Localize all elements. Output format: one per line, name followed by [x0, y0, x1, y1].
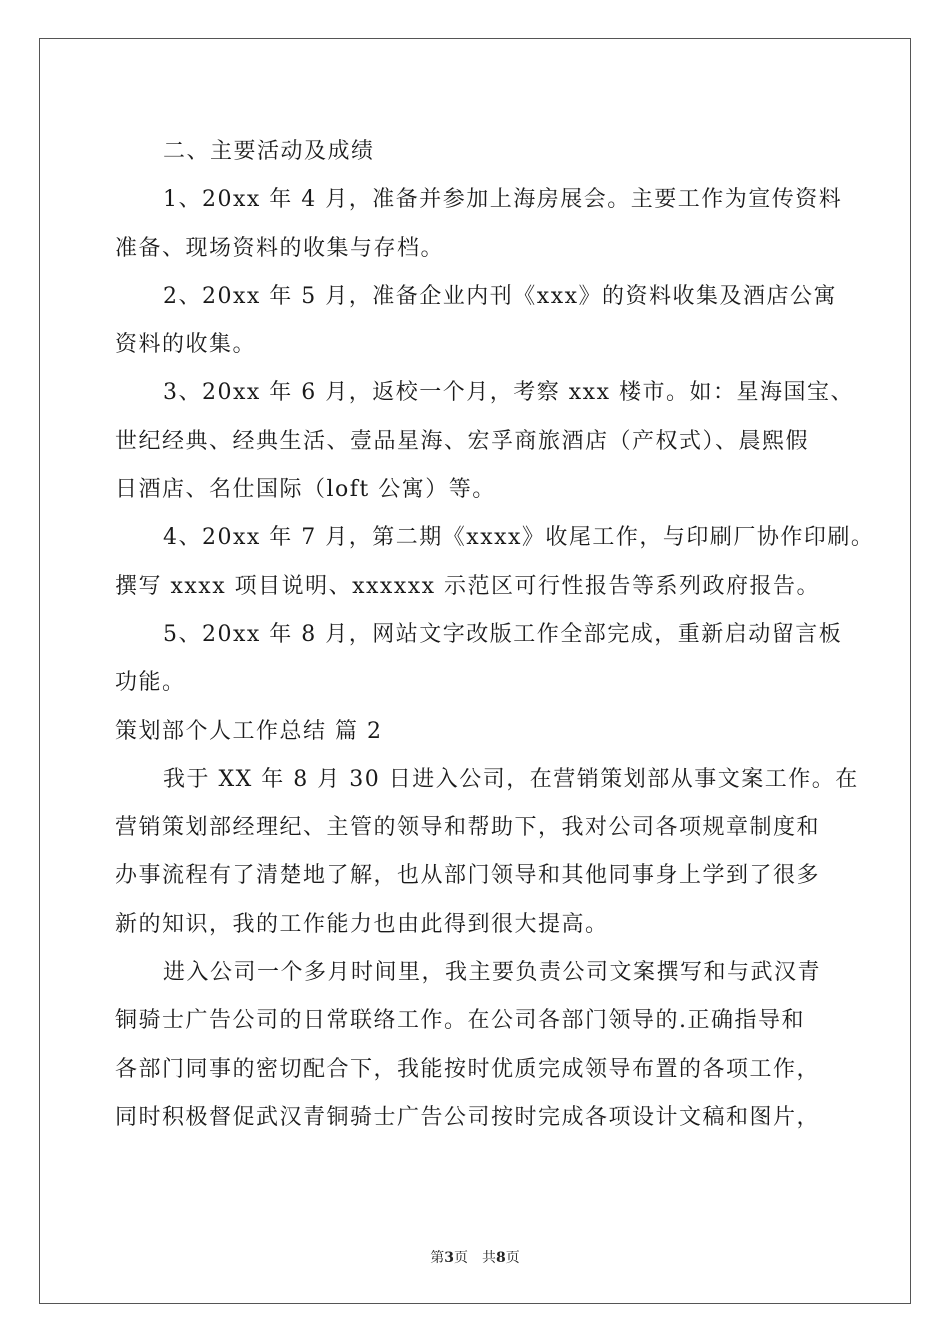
page-footer [0, 1247, 950, 1267]
text-line: 策划部个人工作总结 篇 2 [115, 718, 383, 744]
paragraph-item-4 [115, 514, 875, 611]
text-line: 世纪经典、经典生活、壹品星海、宏孚商旅酒店（产权式）、晨熙假 [115, 428, 810, 454]
section-heading-main-activities [115, 128, 840, 176]
paragraph-item-2 [115, 273, 840, 370]
paragraph-responsibilities [115, 949, 840, 1142]
paragraph-joining-company [115, 756, 859, 949]
text-line: 新的知识，我的工作能力也由此得到很大提高。 [115, 911, 609, 937]
text-line: 营销策划部经理纪、主管的领导和帮助下，我对公司各项规章制度和 [115, 815, 821, 841]
text-line: 3、20xx 年 6 月，返校一个月，考察 xxx 楼市。如：星海国宝、 [163, 380, 854, 406]
text-line: 日酒店、名仕国际（loft 公寓）等。 [115, 477, 496, 503]
text-line: 准备、现场资料的收集与存档。 [115, 235, 445, 261]
text-line: 同时积极督促武汉青铜骑士广告公司按时完成各项设计文稿和图片， [115, 1104, 821, 1130]
text-line: 功能。 [115, 670, 186, 696]
paragraph-item-5 [115, 611, 843, 708]
text-line: 各部门同事的密切配合下，我能按时优质完成领导布置的各项工作， [115, 1056, 821, 1082]
paragraph-item-3 [115, 369, 854, 514]
paragraph-item-1 [115, 176, 843, 273]
text-line: 资料的收集。 [115, 332, 257, 358]
text-line: 5、20xx 年 8 月，网站文字改版工作全部完成，重新启动留言板 [163, 621, 843, 647]
text-line: 4、20xx 年 7 月，第二期《xxxx》收尾工作，与印刷厂协作印刷。 [163, 525, 875, 551]
text-line: 进入公司一个多月时间里，我主要负责公司文案撰写和与武汉青 [163, 960, 822, 986]
footer-page-total: 8 [496, 1250, 506, 1266]
text-line: 2、20xx 年 5 月，准备企业内刊《xxx》的资料收集及酒店公寓 [163, 283, 838, 309]
section-title-part-2 [115, 708, 840, 756]
footer-page-suffix: 页 [505, 1250, 520, 1266]
text-line: 撰写 xxxx 项目说明、xxxxxx 示范区可行性报告等系列政府报告。 [115, 573, 821, 599]
footer-page-mid: 页 共 [454, 1250, 496, 1266]
text-line: 铜骑士广告公司的日常联络工作。在公司各部门领导的.正确指导和 [115, 1008, 805, 1034]
document-body [115, 128, 875, 1142]
text-line: 二、主要活动及成绩 [163, 139, 375, 164]
text-line: 我于 XX 年 8 月 30 日进入公司，在营销策划部从事文案工作。在 [163, 766, 859, 792]
footer-page-current: 3 [444, 1250, 454, 1266]
text-line: 办事流程有了清楚地了解，也从部门领导和其他同事身上学到了很多 [115, 863, 821, 889]
text-line: 1、20xx 年 4 月，准备并参加上海房展会。主要工作为宣传资料 [163, 187, 843, 213]
footer-page-prefix: 第 [430, 1250, 445, 1266]
